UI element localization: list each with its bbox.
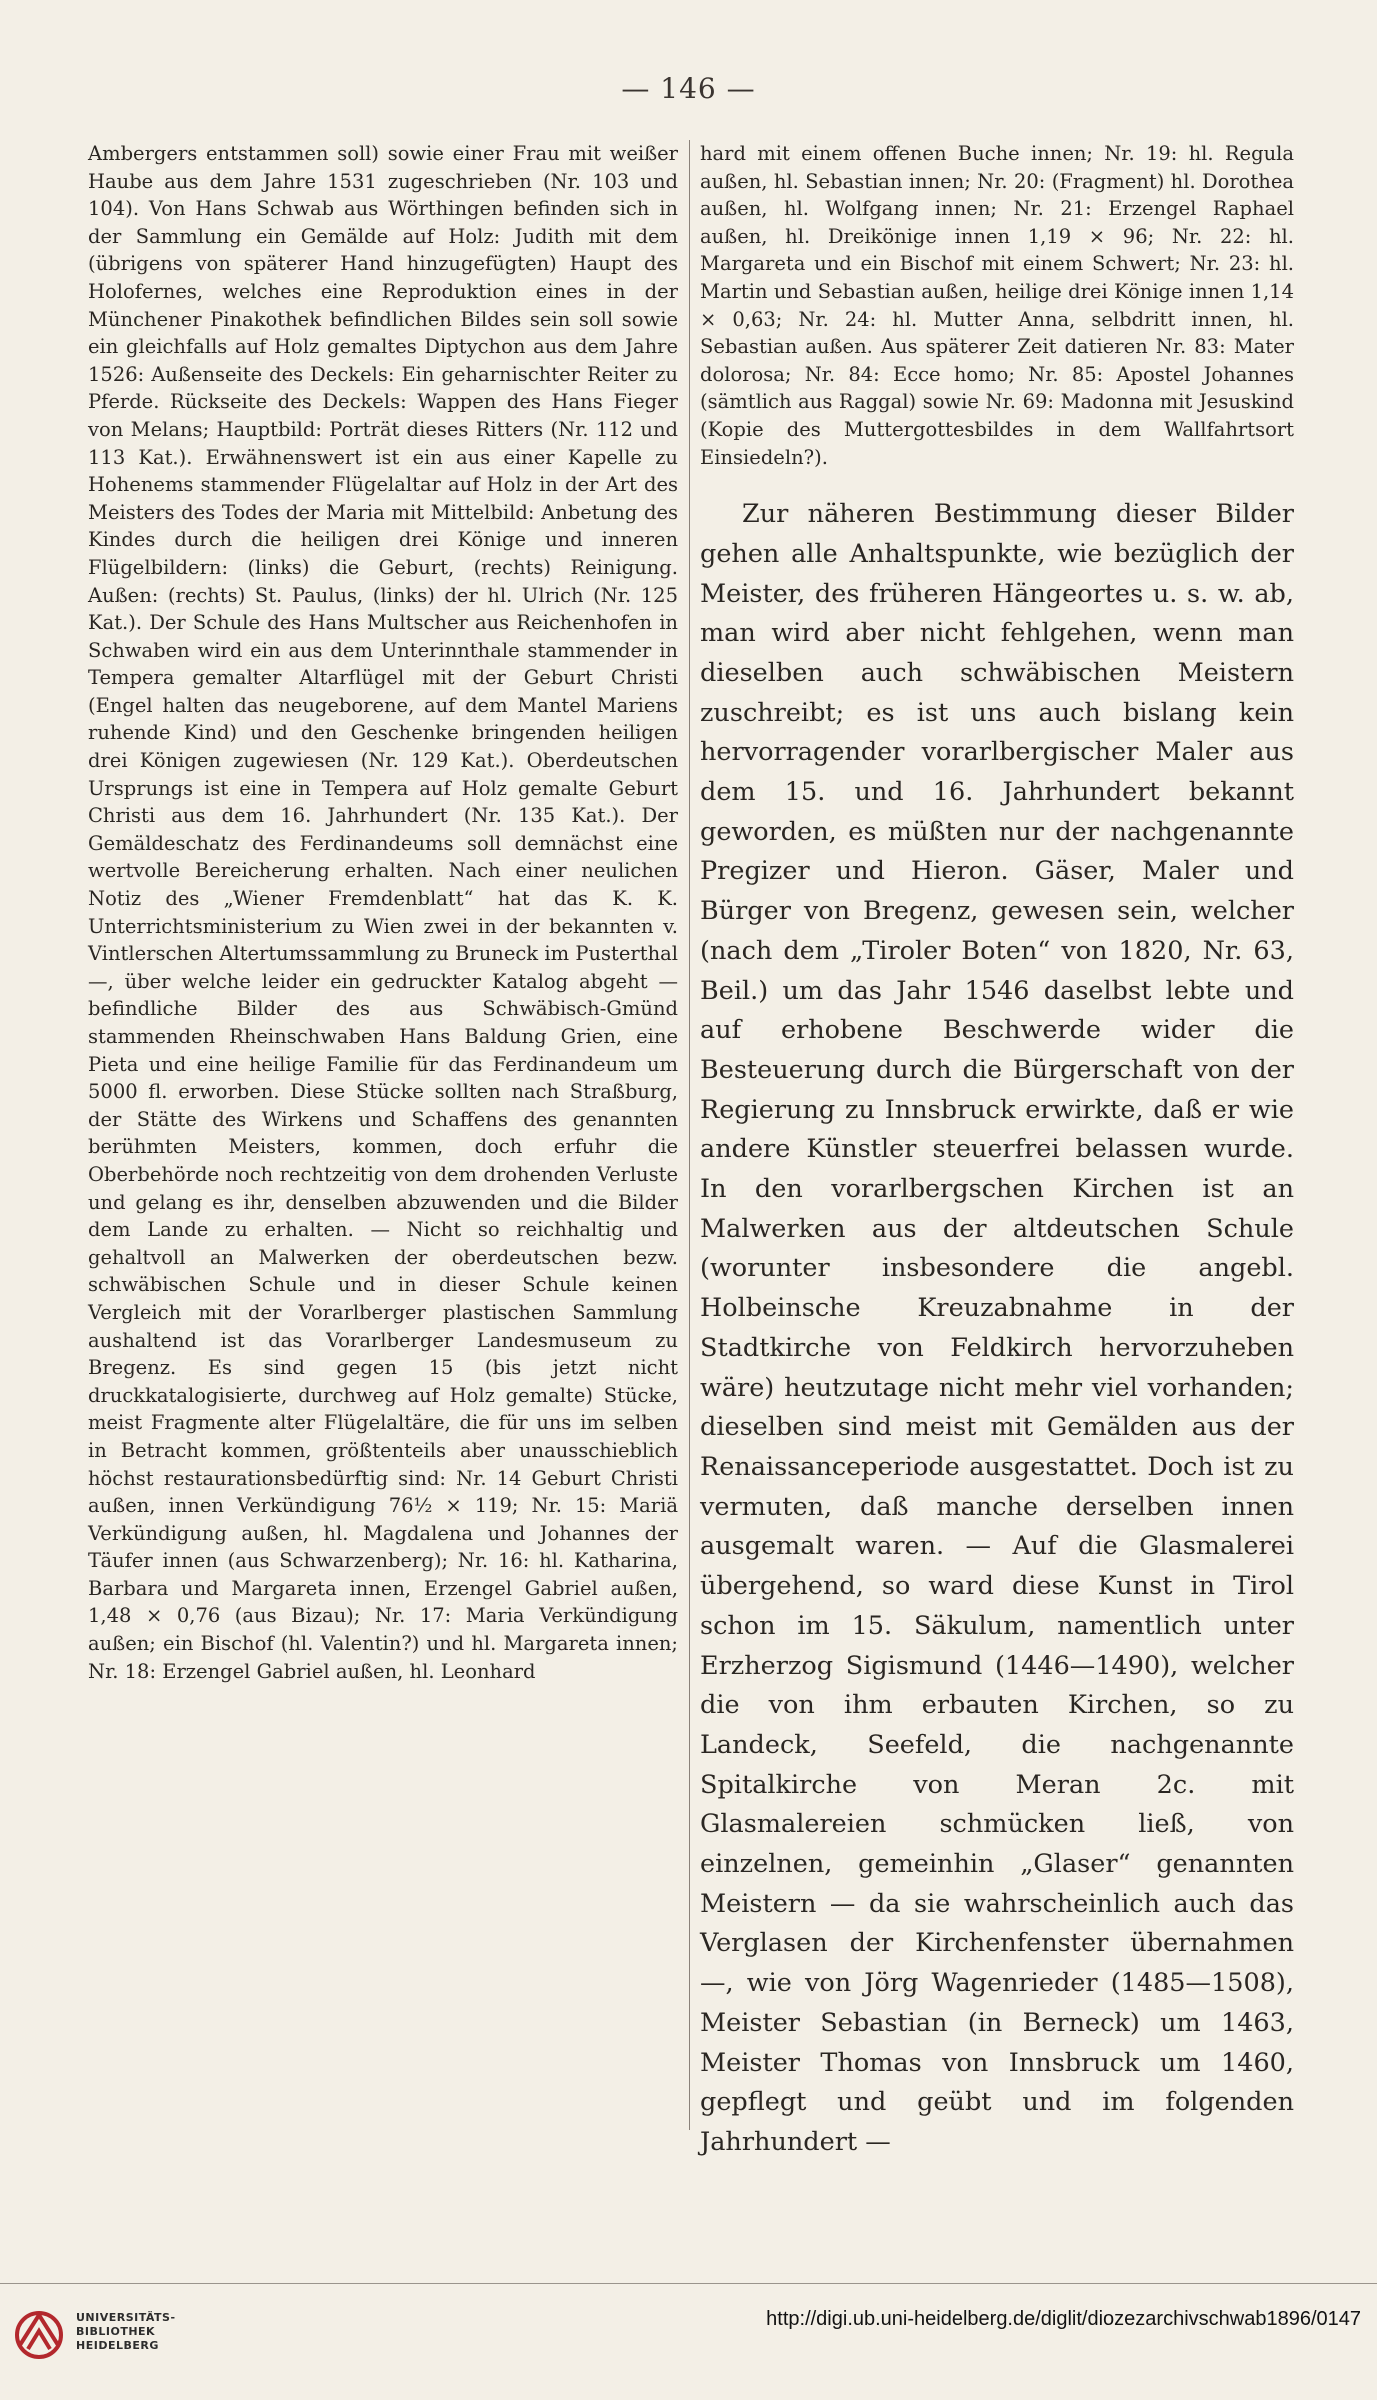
logo-line-2: BIBLIOTHEK bbox=[76, 2325, 156, 2338]
library-name bbox=[76, 2311, 176, 2353]
column-divider bbox=[689, 140, 690, 2130]
left-column-text: Ambergers entstammen soll) sowie einer Frau mit weißer Haube aus dem Jahre 1531 zugeschrieben (Nr. 103 und 104). Von Hans Schwab aus Wörthingen befinden sich in der Sammlung ein Gemälde auf Holz: Judith mit dem (übrigens von späterer Hand hinzugefügten) Haupt des Holofernes, welches eine Reproduktion eines in der Münchener Pinakothek befindlichen Bildes sein soll sowie ein gleichfalls auf Holz gemaltes Diptychon aus dem Jahre 1526: Außenseite des Deckels: Ein geharnischter Reiter zu Pferde. Rückseite des Deckels: Wappen des Hans Fieger von Melans; Hauptbild: Porträt dieses Ritters (Nr. 112 und 113 Kat.). Erwähnenswert ist ein aus einer Kapelle zu Hohenems stammender Flügelaltar auf Holz in der Art des Meisters des Todes der Maria mit Mittelbild: Anbetung des Kindes durch die heiligen drei Könige und inneren Flügelbildern: (links) die Geburt, (rechts) Reinigung. Außen: (rechts) St. Paulus, (links) der hl. Ulrich (Nr. 125 Kat.). Der Schule des Hans Multscher aus Reichenhofen in Schwaben wird ein aus dem Unterinnthale stammender in Tempera gemalter Altarflügel mit der Geburt Christi (Engel halten das neugeborene, auf dem Mantel Mariens ruhende Kind) und den Geschenke bringenden heiligen drei Königen zugewiesen (Nr. 129 Kat.). Oberdeutschen Ursprungs ist eine in Tempera auf Holz gemalte Geburt Christi aus dem 16. Jahrhundert (Nr. 135 Kat.). Der Gemäldeschatz des Ferdinandeums soll demnächst eine wertvolle Bereicherung erhalten. Nach einer neulichen Notiz des „Wiener Fremdenblatt“ hat das K. K. Unterrichtsministerium zu Wien zwei in der bekannten v. Vintlerschen Altertumssammlung zu Bruneck im Pusterthal —, über welche leider ein gedruckter Katalog abgeht — befindliche Bilder des aus Schwäbisch-Gmünd stammenden Rheinschwaben Hans Baldung Grien, eine Pieta und eine heilige Familie für das Ferdinandeum um 5000 fl. erworben. Diese Stücke sollten nach Straßburg, der Stätte des Wirkens und Schaffens des genannten berühmten Meisters, kommen, doch erfuhr die Oberbehörde noch rechtzeitig von dem drohenden Verluste und gelang es ihr, denselben abzuwenden und die Bilder dem Lande zu erhalten. — Nicht so reichhaltig und gehaltvoll an Malwerken der oberdeutschen bezw. schwäbischen Schule und in dieser Schule keinen Vergleich mit der Vorarlberger plastischen Sammlung aushaltend ist das Vorarlberger Landesmuseum zu Bregenz. Es sind gegen 15 (bis jetzt nicht druckkatalogisierte, durchweg auf Holz gemalte) Stücke, meist Fragmente alter Flügelaltäre, die für uns im selben in Betracht kommen, größtenteils aber unausschieblich höchst restaurationsbedürftig sind: Nr. 14 Geburt Christi außen, innen Verkündigung 76½ × 119; Nr. 15: Mariä Verkündigung außen, hl. Magdalena und Johannes der Täufer innen (aus Schwarzenberg); Nr. 16: hl. Katharina, Barbara und Margareta innen, Erzengel Gabriel außen, 1,48 × 0,76 (aus Bizau); Nr. 17: Maria Verkündigung außen; ein Bischof (hl. Valentin?) und hl. Margareta innen; Nr. 18: Erzengel Gabriel außen, hl. Leonhard bbox=[88, 142, 678, 1683]
library-logo[interactable] bbox=[12, 2305, 176, 2359]
logo-line-3: HEIDELBERG bbox=[76, 2339, 159, 2352]
logo-line-1: UNIVERSITÄTS- bbox=[76, 2311, 176, 2324]
source-url-link[interactable]: http://digi.ub.uni-heidelberg.de/diglit/diozezarchivschwab1896/0147 bbox=[766, 2308, 1361, 2330]
library-emblem-icon bbox=[12, 2305, 66, 2359]
page-number: — 146 — bbox=[621, 72, 756, 105]
footer-divider bbox=[0, 2283, 1377, 2284]
right-column-paragraph-1: hard mit einem offenen Buche innen; Nr. 19: hl. Regula außen, hl. Sebastian innen; Nr. 20: (Fragment) hl. Dorothea außen, hl. Wolfgang innen; Nr. 21: Erzengel Raphael außen, hl. Dreikönige innen 1,19 × 96; Nr. 22: hl. Margareta und ein Bischof mit einem Schwert; Nr. 23: hl. Martin und Sebastian außen, heilige drei Könige innen 1,14 × 0,63; Nr. 24: hl. Mutter Anna, selbdritt innen, hl. Sebastian außen. Aus späterer Zeit datieren Nr. 83: Mater dolorosa; Nr. 84: Ecce homo; Nr. 85: Apostel Johannes (sämtlich aus Raggal) sowie Nr. 69: Madonna mit Jesuskind (Kopie des Muttergottesbildes in dem Wallfahrtsort Einsiedeln?). bbox=[700, 142, 1294, 469]
right-column-paragraph-2: Zur näheren Bestimmung dieser Bilder gehen alle Anhaltspunkte, wie bezüglich der Meister, des früheren Hängeortes u. s. w. ab, man wird aber nicht fehlgehen, wenn man dieselben auch schwäbischen Meistern zuschreibt; es ist uns auch bislang kein hervorragender vorarlbergischer Maler aus dem 15. und 16. Jahrhundert bekannt geworden, es müßten nur der nachgenannte Pregizer und Hieron. Gäser, Maler und Bürger von Bregenz, gewesen sein, welcher (nach dem „Tiroler Boten“ von 1820, Nr. 63, Beil.) um das Jahr 1546 daselbst lebte und auf erhobene Beschwerde wider die Besteuerung durch die Bürgerschaft von der Regierung zu Innsbruck erwirkte, daß er wie andere Künstler steuerfrei belassen wurde. In den vorarlbergschen Kirchen ist an Malwerken aus der altdeutschen Schule (worunter insbesondere die angebl. Holbeinsche Kreuzabnahme in der Stadtkirche von Feldkirch hervorzuheben wäre) heutzutage nicht mehr viel vorhanden; dieselben sind meist mit Gemälden aus der Renaissanceperiode ausgestattet. Doch ist zu vermuten, daß manche derselben innen ausgemalt waren. — Auf die Glasmalerei übergehend, so ward diese Kunst in Tirol schon im 15. Säkulum, namentlich unter Erzherzog Sigismund (1446—1490), welcher die von ihm erbauten Kirchen, so zu Landeck, Seefeld, die nachgenannte Spitalkirche von Meran 2c. mit Glasmalereien schmücken ließ, von einzelnen, gemeinhin „Glaser“ genannten Meistern — da sie wahrscheinlich auch das Verglasen der Kirchenfenster übernahmen —, wie von Jörg Wagenrieder (1485—1508), Meister Sebastian (in Berneck) um 1463, Meister Thomas von Innsbruck um 1460, gepflegt und geübt und im folgenden Jahrhundert — bbox=[700, 499, 1294, 2157]
right-column bbox=[700, 140, 1294, 2163]
left-column bbox=[88, 140, 678, 1685]
